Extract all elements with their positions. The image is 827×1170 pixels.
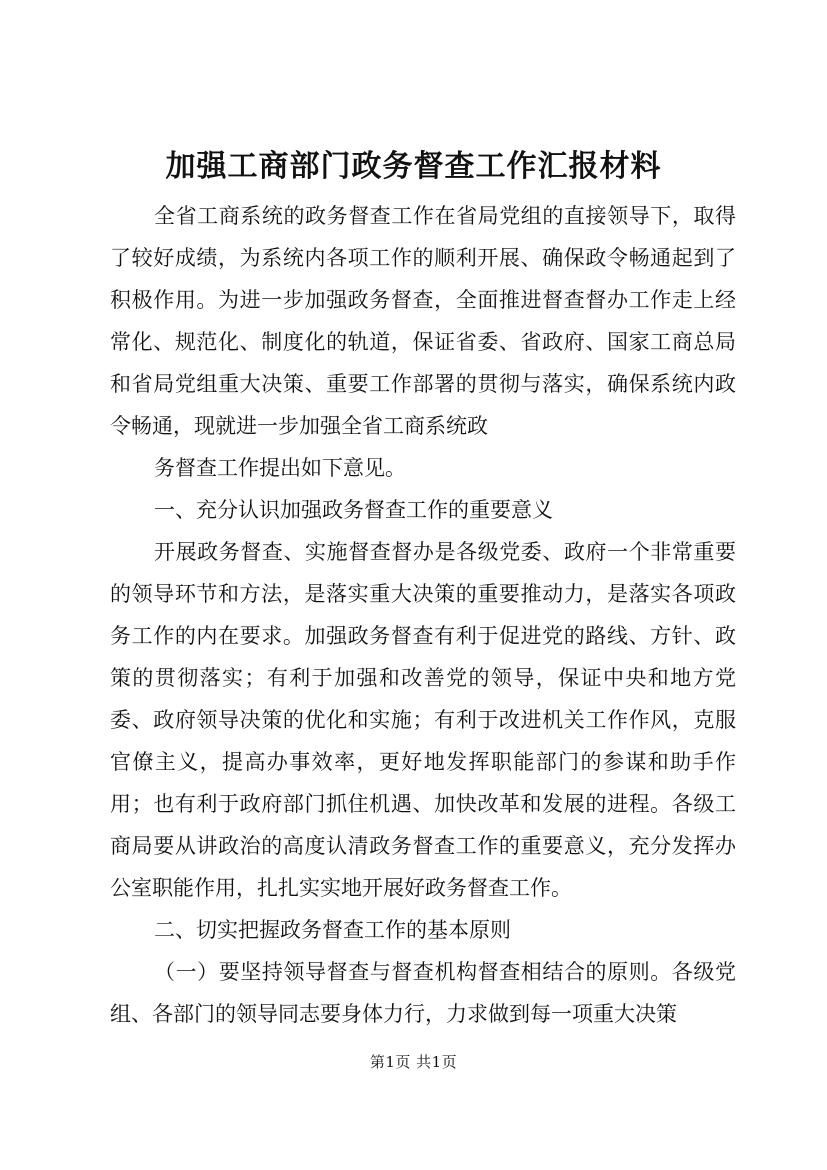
paragraph-intro-continued: 务督查工作提出如下意见。 bbox=[154, 456, 406, 480]
document-body bbox=[110, 195, 736, 1035]
section-heading-2: 二、切实把握政务督查工作的基本原则 bbox=[154, 918, 511, 942]
paragraph-intro: 全省工商系统的政务督查工作在省局党组的直接领导下，取得了较好成绩，为系统内各项工作的顺利开展、确保政令畅通起到了积极作用。为进一步加强政务督查，全面推进督查督办工作走上经常化、规范化、制度化的轨道，保证省委、省政府、国家工商总局和省局党组重大决策、重要工作部署的贯彻与落实，确保系统内政令畅通，现就进一步加强全省工商系统政 bbox=[110, 204, 736, 438]
page-number-footer: 第1页 共1页 bbox=[369, 1053, 458, 1071]
paragraph-subsection-1: （一）要坚持领导督查与督查机构督查相结合的原则。各级党组、各部门的领导同志要身体力行，力求做到每一项重大决策 bbox=[110, 960, 736, 1026]
document-title: 加强工商部门政务督查工作汇报材料 bbox=[165, 149, 662, 184]
paragraph-section-1: 开展政务督查、实施督查督办是各级党委、政府一个非常重要的领导环节和方法，是落实重大决策的重要推动力，是落实各项政务工作的内在要求。加强政务督查有利于促进党的路线、方针、政策的贯彻落实；有利于加强和改善党的领导，保证中央和地方党委、政府领导决策的优化和实施；有利于改进机关工作作风，克服官僚主义，提高办事效率，更好地发挥职能部门的参谋和助手作用；也有利于政府部门抓住机遇、加快改革和发展的进程。各级工商局要从讲政治的高度认清政务督查工作的重要意义，充分发挥办公室职能作用，扎扎实实地开展好政务督查工作。 bbox=[110, 540, 736, 900]
section-heading-1: 一、充分认识加强政务督查工作的重要意义 bbox=[154, 498, 553, 522]
